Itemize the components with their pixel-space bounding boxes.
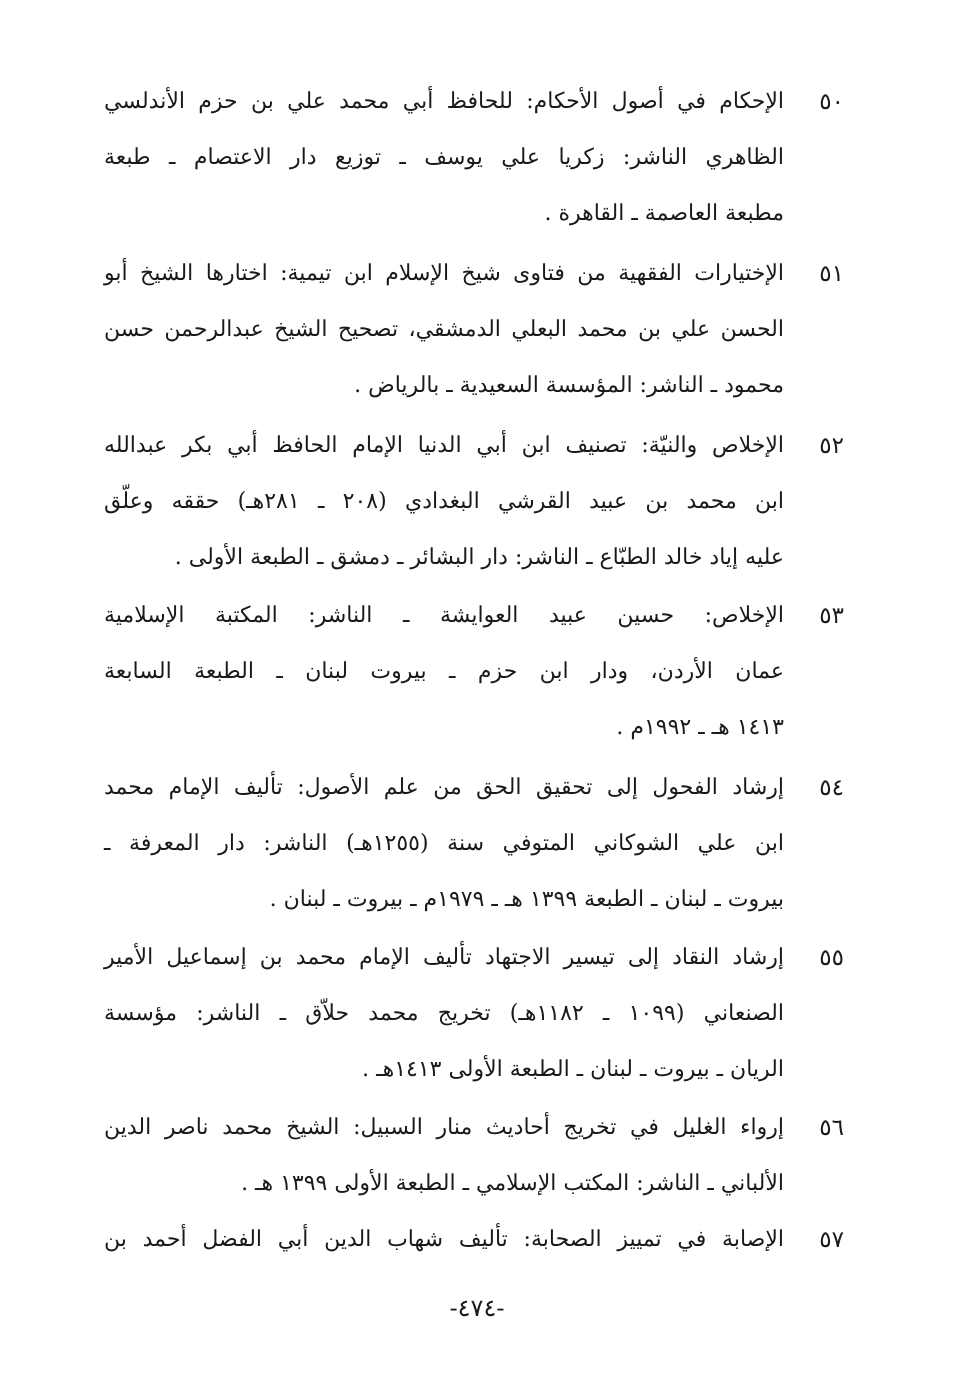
bibliography-entry-55: [104, 930, 844, 1098]
entry-line: الصنعاني (١٠٩٩ ـ ١١٨٢هـ) تخريج محمد حلاّق ـ الناشر: مؤسسة: [104, 1001, 784, 1026]
entry-text: [104, 1212, 784, 1268]
entry-line: الظاهري الناشر: زكريا علي يوسف ـ توزيع دار الاعتصام ـ طبعة: [104, 145, 784, 170]
entry-line: الإصابة في تمييز الصحابة: تأليف شهاب الدين أبي الفضل أحمد بن: [104, 1227, 784, 1252]
entry-line: عمان الأردن، ودار ابن حزم ـ بيروت لبنان ـ الطبعة السابعة: [104, 659, 784, 684]
entry-line: الإخلاص والنيّة: تصنيف ابن أبي الدنيا الإمام الحافظ أبي بكر عبدالله: [104, 433, 784, 458]
entry-line: الألباني ـ الناشر: المكتب الإسلامي ـ الطبعة الأولى ١٣٩٩ هـ .: [241, 1171, 784, 1196]
bibliography-entry-52: [104, 418, 844, 586]
entry-line: إرشاد الفحول إلى تحقيق الحق من علم الأصول: تأليف الإمام محمد: [104, 775, 784, 800]
bibliography-entry-54: [104, 760, 844, 928]
entry-line: ابن علي الشوكاني المتوفي سنة (١٢٥٥هـ) الناشر: دار المعرفة ـ: [104, 831, 784, 856]
entry-line: ١٤١٣ هـ ـ ١٩٩٢م .: [616, 715, 784, 740]
entry-text: [104, 74, 784, 242]
entry-line: محمود ـ الناشر: المؤسسة السعيدية ـ بالرياض .: [354, 373, 784, 398]
entry-number: ٥٣: [819, 603, 844, 629]
entry-number: ٥٦: [819, 1115, 844, 1141]
entry-line: الإختيارات الفقهية من فتاوى شيخ الإسلام ابن تيمية: اختارها الشيخ أبو: [104, 261, 784, 286]
bibliography-entry-51: [104, 246, 844, 414]
entry-line: الإحكام في أصول الأحكام: للحافظ أبي محمد علي بن حزم الأندلسي: [104, 89, 784, 114]
entry-text: [104, 1100, 784, 1212]
entry-line: بيروت ـ لبنان ـ الطبعة ١٣٩٩ هـ ـ ١٩٧٩م ـ بيروت ـ لبنان .: [269, 887, 784, 912]
entry-text: [104, 246, 784, 414]
entry-line: عليه إياد خالد الطبّاع ـ الناشر: دار البشائر ـ دمشق ـ الطبعة الأولى .: [174, 545, 784, 570]
entry-number: ٥٥: [819, 945, 844, 971]
entry-number: ٥٧: [819, 1227, 844, 1253]
entry-line: مطبعة العاصمة ـ القاهرة .: [544, 201, 784, 226]
page-number: -٤٧٤-: [449, 1294, 505, 1322]
entry-line: إرواء الغليل في تخريج أحاديث منار السبيل: الشيخ محمد ناصر الدين: [104, 1115, 784, 1140]
entry-line: ابن محمد بن عبيد القرشي البغدادي (٢٠٨ ـ ٢٨١هـ) حققه وعلّق: [104, 489, 784, 514]
bibliography-entry-56: [104, 1100, 844, 1212]
entry-line: إرشاد النقاد إلى تيسير الاجتهاد تأليف الإمام محمد بن إسماعيل الأمير: [104, 945, 784, 970]
entry-text: [104, 930, 784, 1098]
entry-number: ٥٢: [819, 433, 844, 459]
entry-text: [104, 418, 784, 586]
entry-line: الإخلاص: حسين عبيد العوايشة ـ الناشر: المكتبة الإسلامية: [104, 603, 784, 628]
entry-line: الريان ـ بيروت ـ لبنان ـ الطبعة الأولى ١٤١٣هـ .: [362, 1057, 784, 1082]
entry-number: ٥١: [819, 261, 844, 287]
bibliography-entry-57: [104, 1212, 844, 1268]
entry-number: ٥٠: [819, 89, 844, 115]
bibliography-entry-53: [104, 588, 844, 756]
entry-text: [104, 760, 784, 928]
entry-line: الحسن علي بن محمد البعلي الدمشقي، تصحيح الشيخ عبدالرحمن حسن: [104, 317, 784, 342]
entry-text: [104, 588, 784, 756]
bibliography-entry-50: [104, 74, 844, 242]
entry-number: ٥٤: [819, 775, 844, 801]
